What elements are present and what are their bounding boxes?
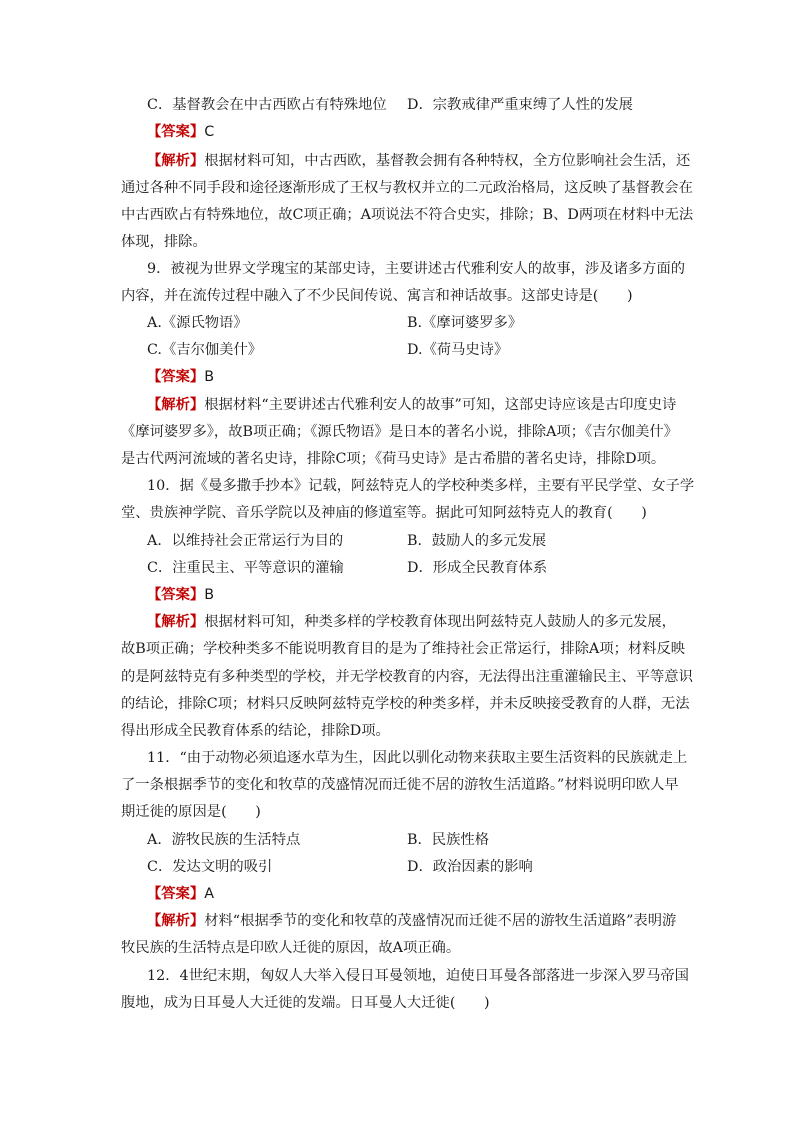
question-stem: 11．“由于动物必须追逐水草为生，因此以驯化动物来获取主要生活资料的民族就走上 — [147, 750, 688, 766]
answer-label: 【答案】 — [147, 587, 205, 603]
option-d: D．形成全民教育体系 — [407, 560, 548, 576]
option-d: D．宗教戒律严重束缚了人性的发展 — [407, 97, 633, 113]
answer-value: B — [204, 369, 214, 385]
analysis-line: 的结论，排除C项；材料只反映阿兹特克学校的种类多样，并未反映接受教育的人群，无法 — [121, 696, 690, 712]
analysis-line: 得出形成全民教育体系的结论，排除D项。 — [121, 723, 390, 739]
option-d: D.《荷马史诗》 — [407, 342, 509, 358]
analysis-line: 中古西欧占有特殊地位，故C项正确；A项说法不符合史实，排除；B、D两项在材料中无法 — [121, 207, 694, 223]
analysis-line: 的是阿兹特克有多种类型的学校，并无学校教育的内容，无法得出注重灌输民主、平等意识 — [121, 669, 693, 685]
question-stem: 腹地，成为日耳曼人大迁徙的发端。日耳曼人大迁徙( ) — [121, 995, 490, 1011]
answer-value: C — [204, 124, 215, 140]
question-stem: 堂、贵族神学院、音乐学院以及神庙的修道室等。据此可知阿兹特克人的教育( ) — [121, 505, 647, 521]
option-c: C．发达文明的吸引 — [147, 859, 273, 875]
answer-label: 【答案】 — [147, 124, 205, 140]
analysis-line: 通过各种不同手段和途径逐渐形成了王权与教权并立的二元政治格局，这反映了基督教会在 — [121, 180, 693, 196]
question-stem: 12．4世纪末期，匈奴人大举入侵日耳曼领地，迫使日耳曼各部落进一步深入罗马帝国 — [147, 968, 689, 984]
analysis-line — [147, 912, 676, 930]
option-c: C.《吉尔伽美什》 — [147, 342, 263, 358]
answer-value: B — [204, 587, 214, 603]
option-b: B.《摩诃婆罗多》 — [407, 315, 523, 331]
analysis-label: 【解析】 — [147, 397, 205, 413]
analysis-line: 牧民族的生活特点是印欧人迁徙的原因，故A项正确。 — [121, 940, 461, 956]
analysis-text: 材料“根据季节的变化和牧草的茂盛情况而迁徙不居的游牧生活道路”表明游 — [204, 913, 677, 929]
question-stem: 了一条根据季节的变化和牧草的茂盛情况而迁徙不居的游牧生活道路。”材料说明印欧人早 — [121, 777, 679, 793]
option-c: C．注重民主、平等意识的灌输 — [147, 560, 344, 576]
analysis-label: 【解析】 — [147, 913, 205, 929]
analysis-label: 【解析】 — [147, 614, 205, 630]
question-stem: 内容，并在流传过程中融入了不少民间传说、寓言和神话故事。这部史诗是( ) — [121, 288, 633, 304]
option-a: A.《源氏物语》 — [147, 315, 248, 331]
option-a: A．游牧民族的生活特点 — [147, 832, 301, 848]
analysis-line: 《摩诃婆罗多》，故B项正确；《源氏物语》是日本的著名小说，排除A项；《吉尔伽美什》 — [121, 424, 678, 440]
analysis-text: 根据材料可知，种类多样的学校教育体现出阿兹特克人鼓励人的多元发展， — [204, 614, 676, 630]
analysis-line: 体现，排除。 — [121, 234, 207, 250]
question-stem: 9．被视为世界文学瑰宝的某部史诗，主要讲述古代雅利安人的故事，涉及诸多方面的 — [147, 261, 686, 277]
answer-row — [147, 885, 214, 903]
option-a: A．以维持社会正常运行为目的 — [147, 533, 344, 549]
answer-row — [147, 586, 214, 604]
option-c: C．基督教会在中古西欧占有特殊地位 — [147, 97, 387, 113]
analysis-line — [147, 396, 676, 414]
answer-value: A — [204, 886, 214, 902]
answer-row — [147, 368, 214, 386]
answer-label: 【答案】 — [147, 369, 205, 385]
analysis-line: 是古代两河流域的著名史诗，排除C项；《荷马史诗》是古希腊的著名史诗，排除D项。 — [121, 451, 666, 467]
option-b: B．民族性格 — [407, 832, 489, 848]
answer-label: 【答案】 — [147, 886, 205, 902]
analysis-text: 根据材料“主要讲述古代雅利安人的故事”可知，这部史诗应该是古印度史诗 — [204, 397, 677, 413]
analysis-text: 根据材料可知，中古西欧，基督教会拥有各种特权，全方位影响社会生活，还 — [204, 153, 691, 169]
answer-row — [147, 123, 214, 141]
question-stem: 10．据《曼多撒手抄本》记载，阿兹特克人的学校种类多样，主要有平民学堂、女子学 — [147, 478, 695, 494]
option-b: B．鼓励人的多元发展 — [407, 533, 547, 549]
analysis-line — [147, 152, 690, 170]
question-stem: 期迁徙的原因是( ) — [121, 804, 261, 820]
analysis-line: 故B项正确；学校种类多不能说明教育目的是为了维持社会正常运行，排除A项；材料反映 — [121, 641, 686, 657]
option-d: D．政治因素的影响 — [407, 859, 533, 875]
analysis-line — [147, 613, 676, 631]
analysis-label: 【解析】 — [147, 153, 205, 169]
